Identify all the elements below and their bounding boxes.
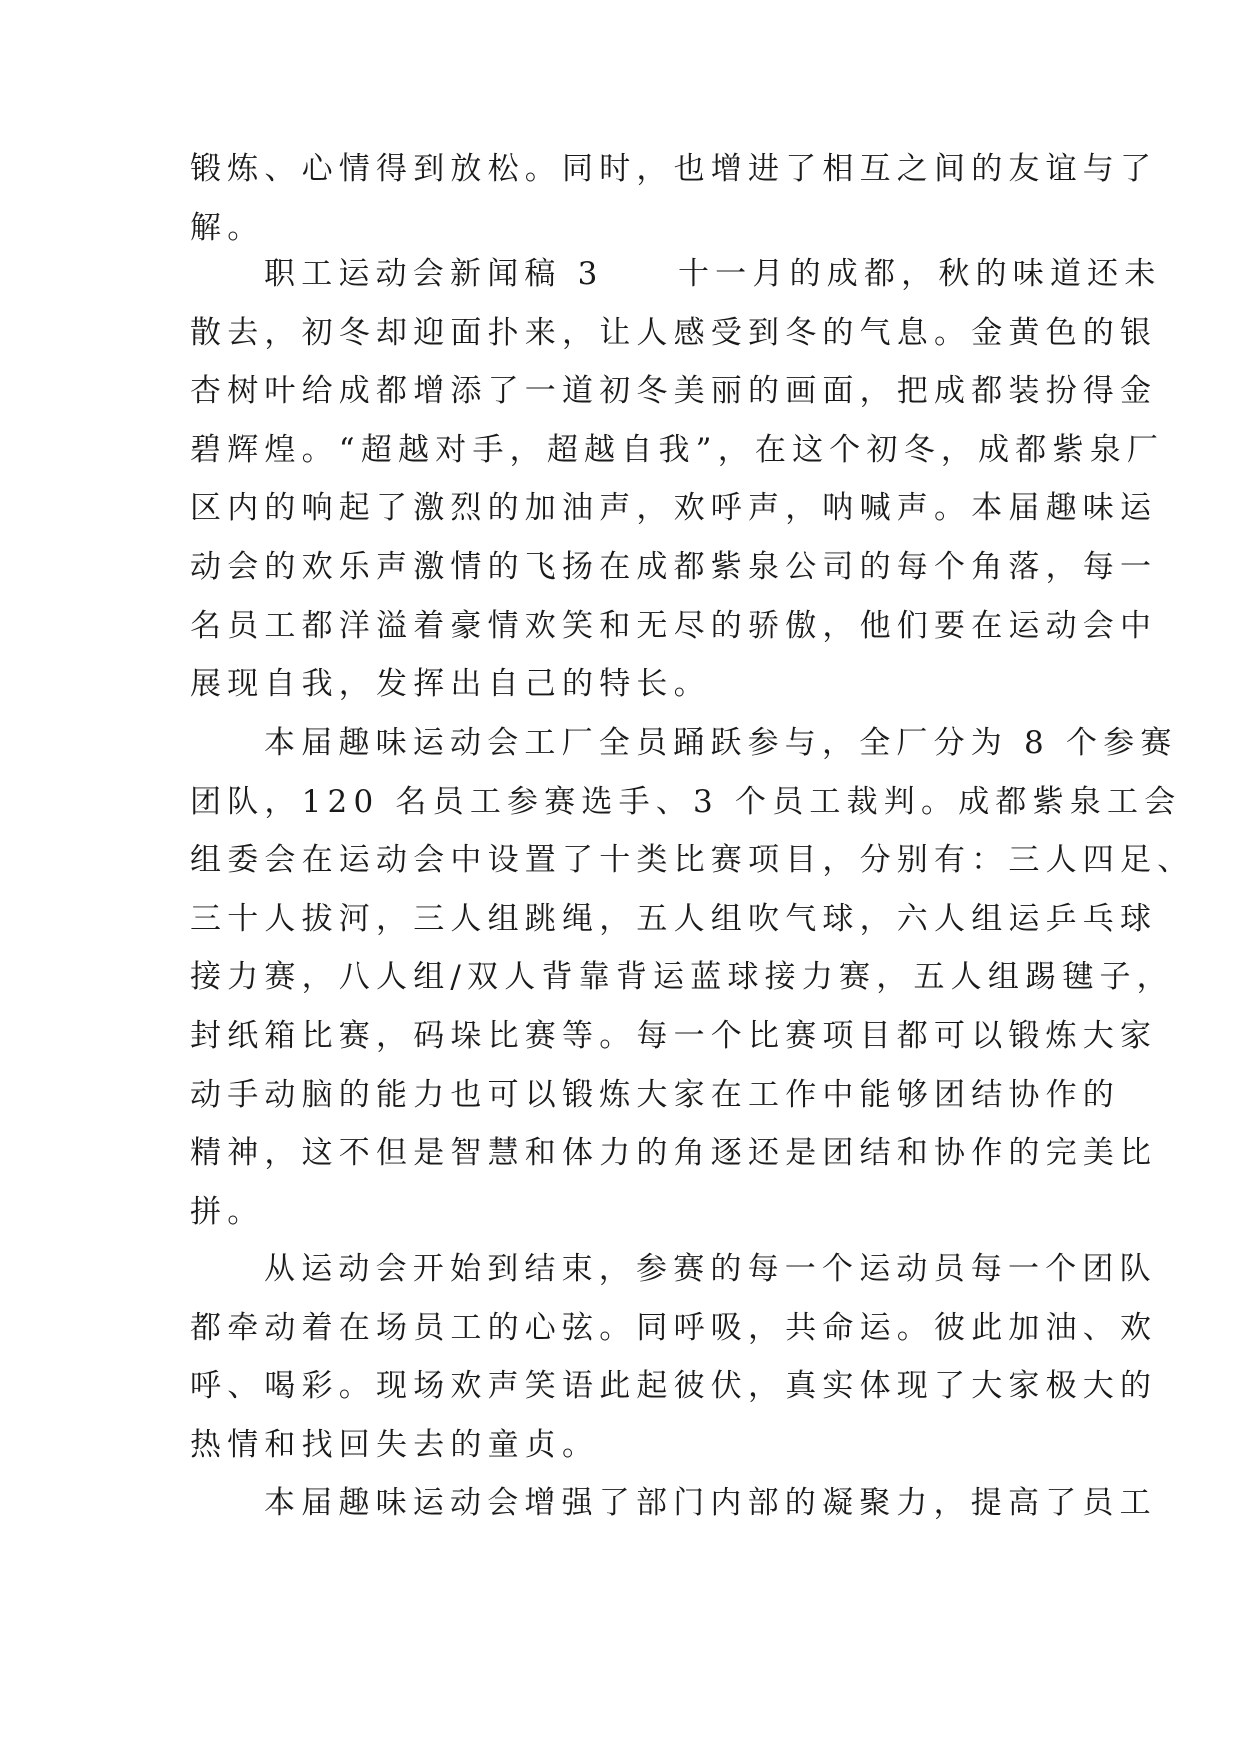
text-line: 精神，这不但是智慧和体力的角逐还是团结和协作的完美比 [190, 1135, 1158, 1172]
paragraph-4 [190, 1240, 1158, 1474]
text-line: 动会的欢乐声激情的飞扬在成都紫泉公司的每个角落，每一 [190, 548, 1158, 585]
text-line: 散去，初冬却迎面扑来，让人感受到冬的气息。金黄色的银 [190, 314, 1158, 351]
text-line: 名员工都洋溢着豪情欢笑和无尽的骄傲，他们要在运动会中 [190, 607, 1158, 644]
paragraph-3 [190, 714, 1195, 1241]
paragraph-2 [190, 245, 1165, 714]
text-line: 本届趣味运动会增强了部门内部的凝聚力，提高了员工 [264, 1485, 1157, 1521]
text-line: 解。 [190, 209, 265, 246]
text-line: 从运动会开始到结束，参赛的每一个运动员每一个团队 [264, 1251, 1157, 1287]
text-line: 三十人拔河，三人组跳绳，五人组吹气球，六人组运乒乓球 [190, 900, 1158, 937]
text-line: 碧辉煌。“超越对手，超越自我”，在这个初冬，成都紫泉厂 [190, 431, 1165, 468]
text-line: 动手动脑的能力也可以锻炼大家在工作中能够团结协作的 [190, 1076, 1120, 1113]
text-line: 都牵动着在场员工的心弦。同呼吸，共命运。彼此加油、欢 [190, 1309, 1158, 1346]
text-line: 接力赛，八人组/双人背靠背运蓝球接力赛，五人组踢毽子， [190, 959, 1174, 996]
text-line: 拼。 [190, 1193, 265, 1230]
text-line: 团队，120 名员工参赛选手、3 个员工裁判。成都紫泉工会 [190, 783, 1182, 820]
paragraph-5 [190, 1474, 1157, 1533]
text-line: 呼、喝彩。现场欢声笑语此起彼伏，真实体现了大家极大的 [190, 1368, 1158, 1405]
text-line: 区内的响起了激烈的加油声，欢呼声，呐喊声。本届趣味运 [190, 490, 1158, 527]
text-line: 本届趣味运动会工厂全员踊跃参与，全厂分为 8 个参赛 [264, 725, 1178, 761]
text-line: 封纸箱比赛，码垛比赛等。每一个比赛项目都可以锻炼大家 [190, 1017, 1158, 1054]
text-line: 展现自我，发挥出自己的特长。 [190, 666, 711, 703]
text-line: 杏树叶给成都增添了一道初冬美丽的画面，把成都装扮得金 [190, 373, 1158, 410]
text-line: 组委会在运动会中设置了十类比赛项目，分别有：三人四足、 [190, 842, 1195, 879]
text-line: 锻炼、心情得到放松。同时，也增进了相互之间的友谊与了 [190, 151, 1158, 187]
paragraph-1 [190, 140, 1158, 257]
text-line: 热情和找回失去的童贞。 [190, 1426, 600, 1463]
text-line: 职工运动会新闻稿 3 十一月的成都，秋的味道还未 [264, 256, 1162, 292]
